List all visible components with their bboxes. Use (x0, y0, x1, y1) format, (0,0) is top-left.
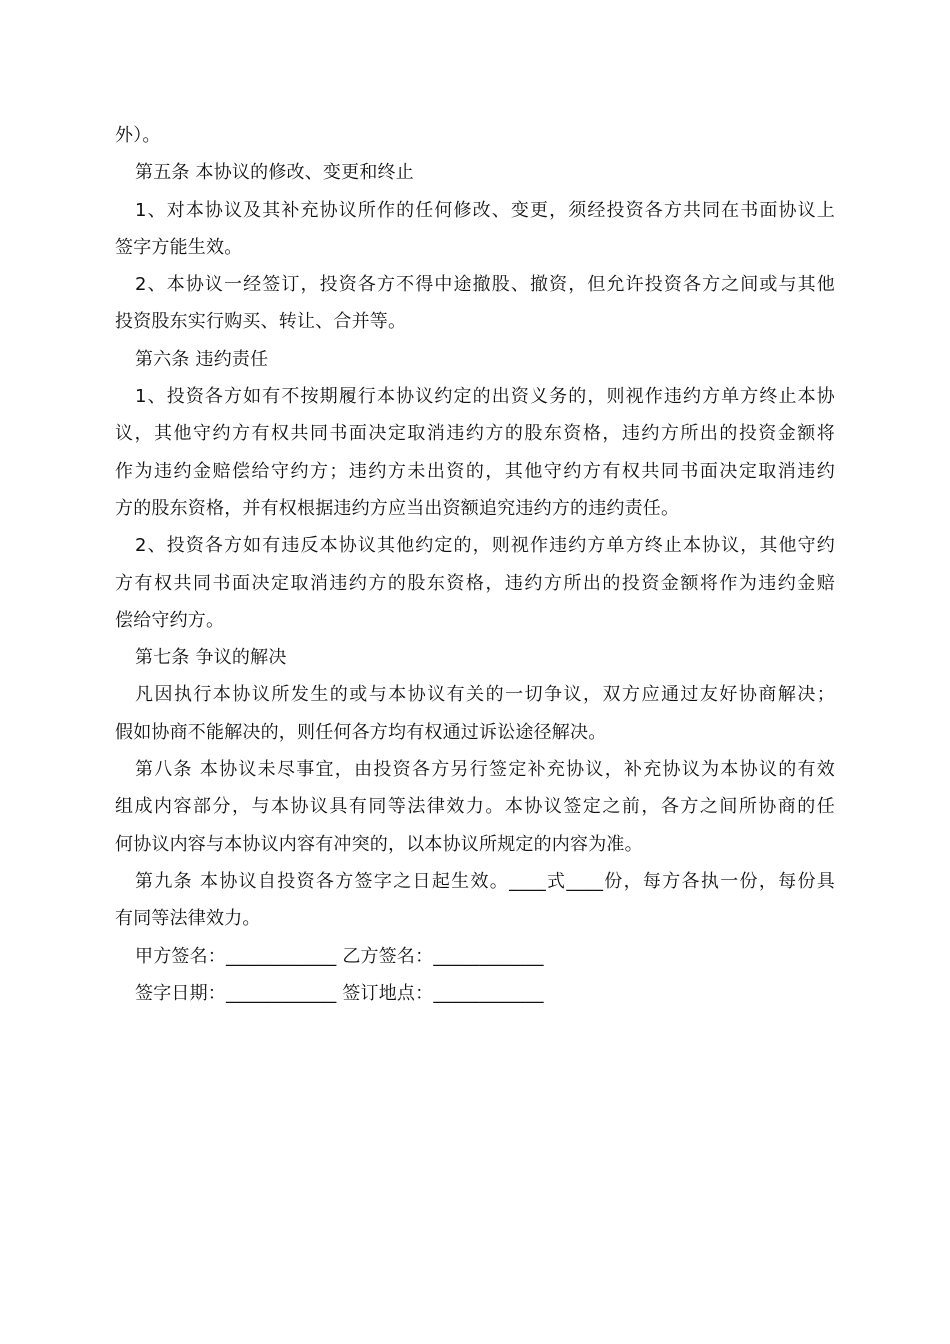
document-line: 2、本协议一经签订，投资各方不得中途撤股、撤资，但允许投资各方之间或与其他 (135, 274, 835, 296)
document-line: 第六条 违约责任 (135, 348, 269, 370)
document-line: 有同等法律效力。 (115, 908, 261, 930)
document-line: 1、投资各方如有不按期履行本协议约定的出资义务的，则视作违约方单方终止本协 (135, 386, 835, 408)
document-line: 凡因执行本协议所发生的或与本协议有关的一切争议，双方应通过友好协商解决； (135, 684, 835, 706)
document-line: 议，其他守约方有权共同书面决定取消违约方的股东资格，违约方所出的投资金额将 (115, 423, 835, 445)
document-line: 2、投资各方如有违反本协议其他约定的，则视作违约方单方终止本协议，其他守约 (135, 535, 835, 557)
document-line: 第九条 本协议自投资各方签字之日起生效。____式____份，每方各执一份，每份具 (135, 870, 835, 892)
document-line: 第八条 本协议未尽事宜，由投资各方另行签定补充协议，补充协议为本协议的有效 (135, 759, 835, 781)
document-line: 假如协商不能解决的，则任何各方均有权通过诉讼途径解决。 (115, 721, 607, 743)
document-line: 偿给守约方。 (115, 609, 225, 631)
document-line: 组成内容部分，与本协议具有同等法律效力。本协议签定之前，各方之间所协商的任 (115, 796, 835, 818)
document-line: 签字日期：____________ 签订地点：____________ (135, 982, 544, 1004)
document-line: 第七条 争议的解决 (135, 647, 287, 669)
document-line: 方的股东资格，并有权根据违约方应当出资额追究违约方的违约责任。 (115, 497, 680, 519)
document-line: 何协议内容与本协议内容有冲突的，以本协议所规定的内容为准。 (115, 833, 643, 855)
document-line: 外）。 (115, 125, 161, 146)
document-body (115, 117, 835, 1012)
document-line: 甲方签名：____________ 乙方签名：____________ (135, 945, 544, 967)
document-line: 方有权共同书面决定取消违约方的股东资格，违约方所出的投资金额将作为违约金赔 (115, 572, 835, 594)
document-line: 作为违约金赔偿给守约方；违约方未出资的，其他守约方有权共同书面决定取消违约 (115, 460, 835, 482)
document-line: 1、对本协议及其补充协议所作的任何修改、变更，须经投资各方共同在书面协议上 (135, 199, 835, 221)
document-line: 签字方能生效。 (115, 236, 243, 258)
document-line: 投资股东实行购买、转让、合并等。 (115, 311, 407, 333)
document-line: 第五条 本协议的修改、变更和终止 (135, 162, 414, 184)
